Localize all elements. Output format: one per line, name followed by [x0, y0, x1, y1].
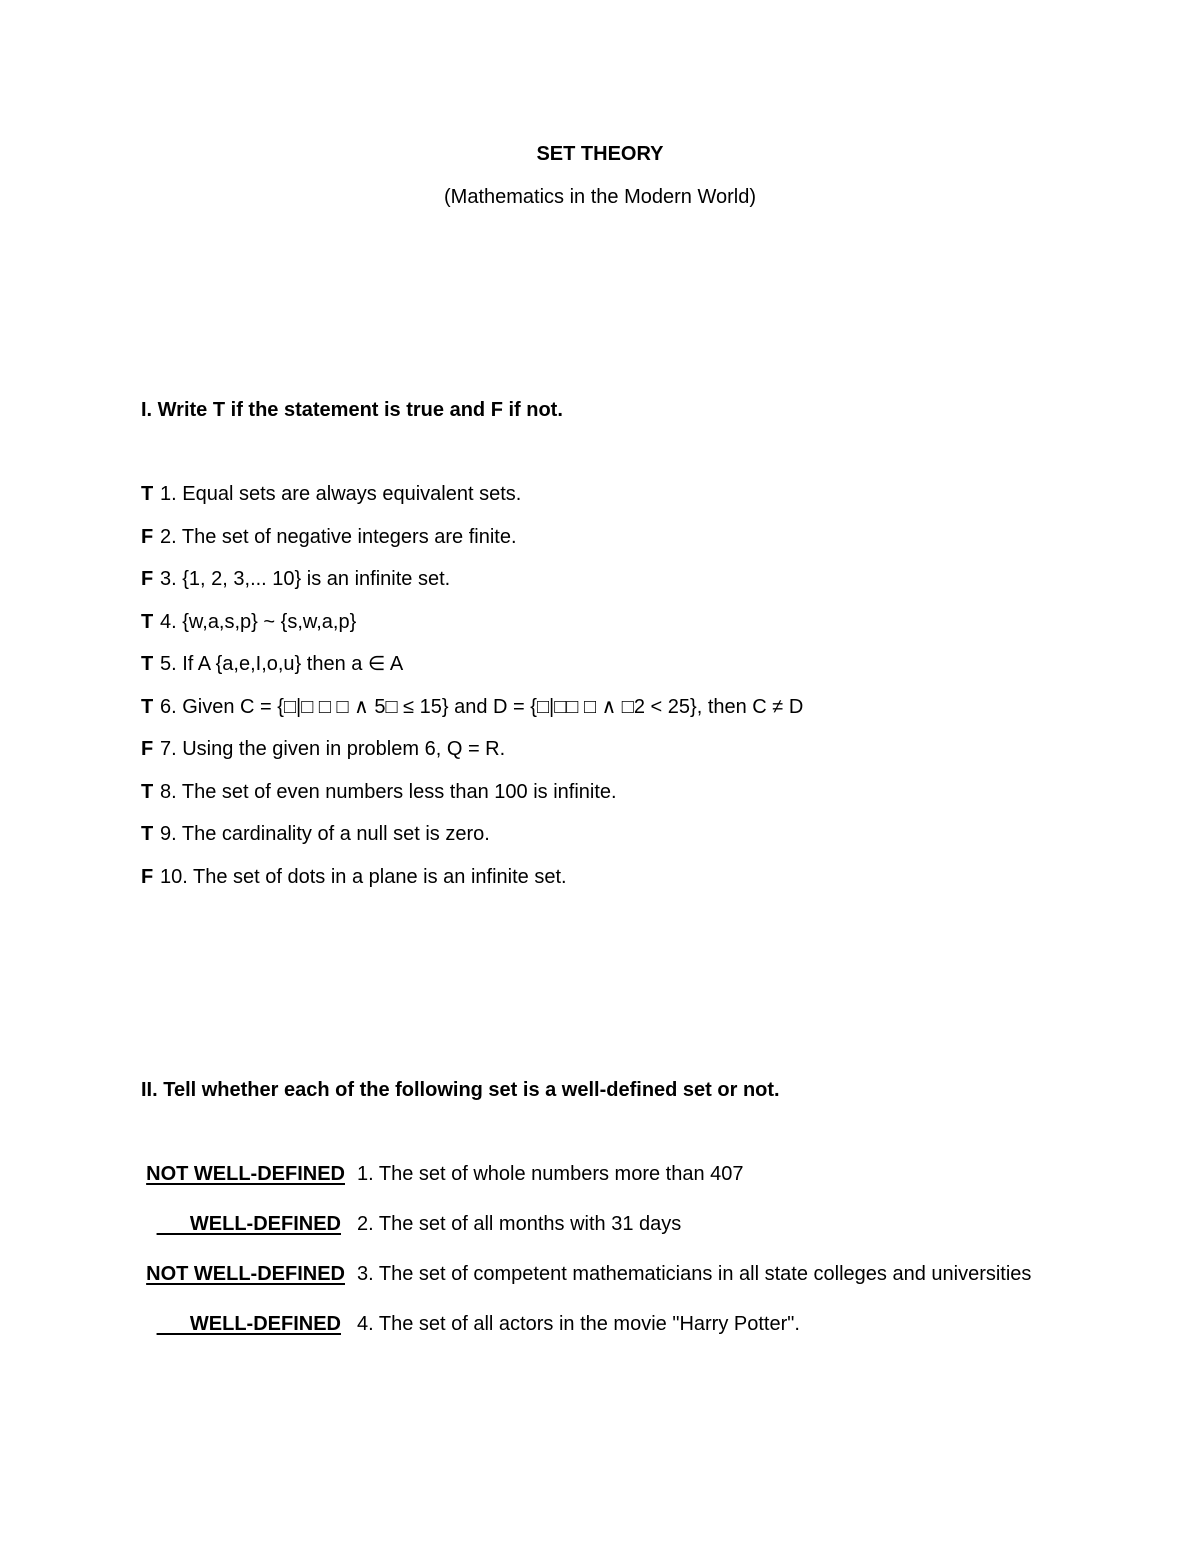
answer-mark: T: [141, 483, 154, 505]
set-description: 4. The set of all actors in the movie "Harry Potter".: [357, 1313, 800, 1335]
answer-mark: T: [141, 653, 154, 675]
document-title: SET THEORY: [536, 143, 664, 165]
list-item: [141, 1260, 1101, 1296]
list-item: [141, 650, 1101, 693]
statement-text: 6. Given C = {□|□ □ □ ∧ 5□ ≤ 15} and D = {□|□□ □ ∧ □2 < 25}, then C ≠ D: [160, 695, 804, 718]
list-item: [141, 480, 1101, 523]
set-description: 2. The set of all months with 31 days: [357, 1213, 682, 1235]
list-item: [141, 693, 1101, 736]
list-item: [141, 778, 1101, 821]
statement-text: 10. The set of dots in a plane is an infinite set.: [160, 865, 567, 888]
set-description: 1. The set of whole numbers more than 407: [357, 1163, 744, 1185]
list-item: [141, 820, 1101, 863]
list-item: [141, 1210, 1101, 1246]
answer-label: NOT WELL-DEFINED: [146, 1163, 345, 1185]
well-defined-list: [141, 1160, 1101, 1360]
answer-mark: F: [141, 568, 154, 590]
section-2-heading: II. Tell whether each of the following set is a well-defined set or not.: [141, 1079, 780, 1101]
statement-text: 7. Using the given in problem 6, Q = R.: [160, 738, 506, 760]
list-item: [141, 863, 1101, 906]
answer-mark: T: [141, 780, 154, 803]
list-item: [141, 1310, 1101, 1346]
true-false-list: [141, 480, 1101, 905]
answer-label: WELL-DEFINED: [156, 1313, 341, 1335]
list-item: [141, 608, 1101, 651]
list-item: [141, 735, 1101, 778]
statement-text: 5. If A {a,e,I,o,u} then a ∈ A: [160, 653, 404, 675]
answer-label: NOT WELL-DEFINED: [146, 1263, 345, 1285]
document-subtitle: (Mathematics in the Modern World): [444, 186, 756, 208]
answer-label: WELL-DEFINED: [156, 1213, 341, 1235]
answer-mark: T: [141, 695, 154, 718]
answer-mark: T: [141, 823, 154, 845]
set-description: 3. The set of competent mathematicians in all state colleges and universities: [357, 1263, 1032, 1285]
statement-text: 9. The cardinality of a null set is zero.: [160, 823, 490, 845]
answer-mark: T: [141, 610, 154, 633]
statement-text: 3. {1, 2, 3,... 10} is an infinite set.: [160, 568, 451, 590]
statement-text: 8. The set of even numbers less than 100 is infinite.: [160, 780, 617, 803]
statement-text: 1. Equal sets are always equivalent sets.: [160, 483, 522, 505]
list-item: [141, 565, 1101, 608]
section-1-heading: I. Write T if the statement is true and F if not.: [141, 399, 563, 421]
list-item: [141, 1160, 1101, 1196]
answer-mark: F: [141, 525, 154, 548]
answer-mark: F: [141, 738, 154, 760]
answer-mark: F: [141, 865, 154, 888]
statement-text: 2. The set of negative integers are finite.: [160, 525, 517, 548]
list-item: [141, 523, 1101, 566]
statement-text: 4. {w,a,s,p} ~ {s,w,a,p}: [160, 610, 357, 633]
